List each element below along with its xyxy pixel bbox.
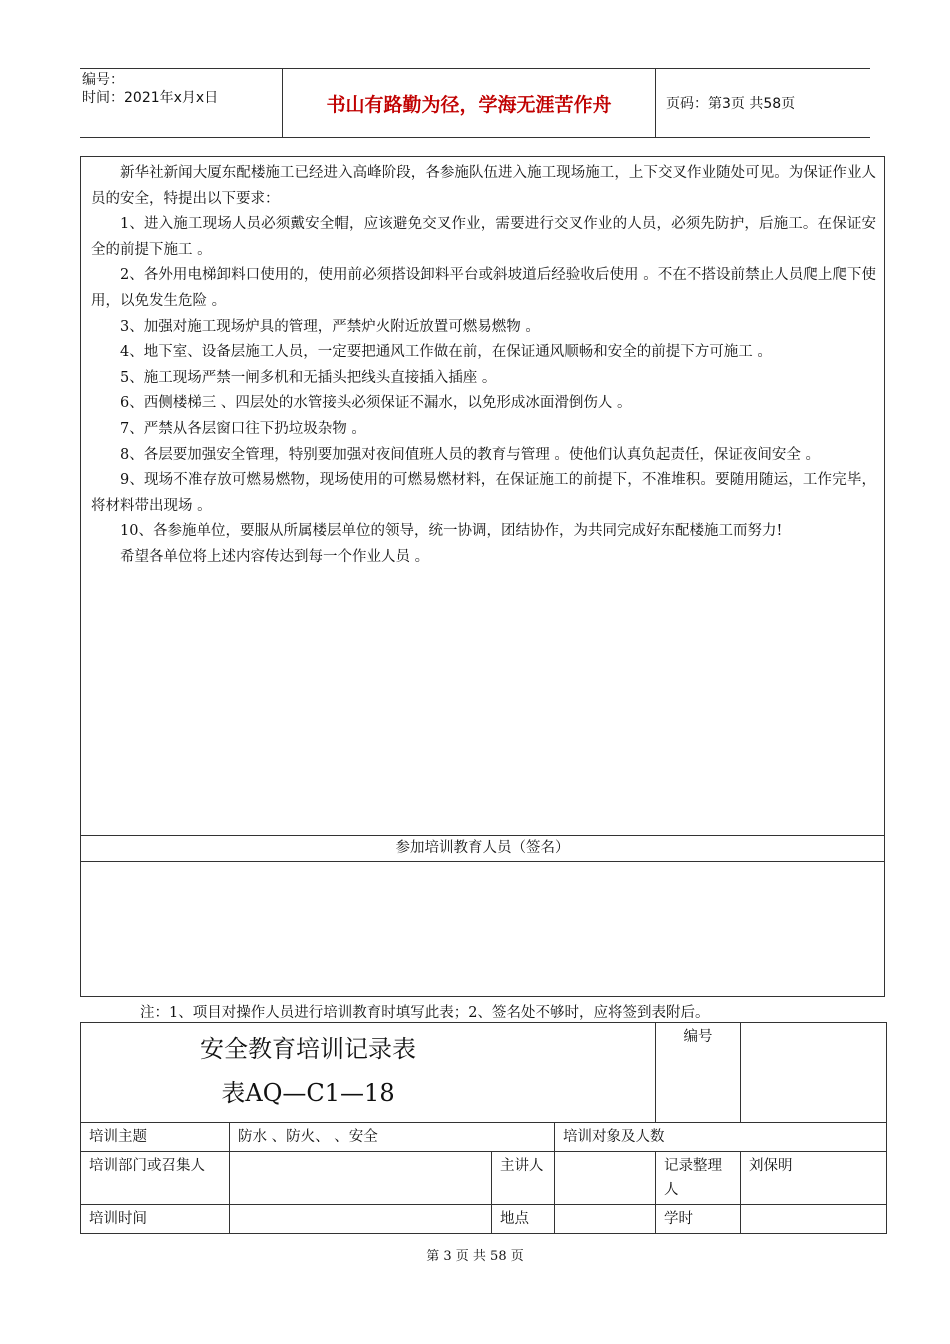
- notice-paragraph: 新华社新闻大厦东配楼施工已经进入高峰阶段，各参施队伍进入施工现场施工，上下交叉作业随处可见。为保证作业人员的安全，特提出以下要求：: [91, 165, 876, 207]
- notice-paragraph: 9、现场不准存放可燃易燃物，现场使用的可燃易燃材料，在保证施工的前提下，不准堆积。要随用随运，工作完毕，将材料带出现场 。: [91, 472, 876, 514]
- motto: 书山有路勤为径，学海无涯苦作舟: [282, 69, 656, 137]
- notice-paragraph: 5、施工现场严禁一闸多机和无插头把线头直接插入插座 。: [120, 369, 497, 386]
- notice-paragraph: 2、各外用电梯卸料口使用的，使用前必须搭设卸料平台或斜坡道后经验收后使用 。不在不搭设前禁止人员爬上爬下使用，以免发生危险 。: [91, 267, 876, 309]
- topic-label: 培训主题: [81, 1123, 230, 1152]
- hours-value[interactable]: [741, 1205, 887, 1234]
- place-label: 地点: [492, 1205, 555, 1234]
- time-label: 时间：2021年x月x日: [82, 90, 219, 106]
- training-record-table: [80, 1022, 887, 1234]
- code-value-cell[interactable]: [741, 1023, 887, 1123]
- record-title: 安全教育培训记录表: [200, 1035, 416, 1063]
- signature-area[interactable]: [80, 861, 885, 997]
- code-label: 编号：: [82, 72, 124, 88]
- notice-paragraph: 3、加强对施工现场炉具的管理，严禁炉火附近放置可燃易燃物 。: [120, 318, 540, 335]
- notice-paragraph: 7、严禁从各层窗口往下扔垃圾杂物 。: [120, 420, 366, 437]
- notice-paragraph: 6、西侧楼梯三 、四层处的水管接头必须保证不漏水，以免形成冰面滑倒伤人 。: [120, 395, 632, 412]
- dept-label: 培训部门或召集人: [81, 1152, 230, 1205]
- page-header: [80, 68, 870, 138]
- dept-value[interactable]: [230, 1152, 492, 1205]
- record-subtitle: 表AQ—C1—18: [221, 1079, 395, 1107]
- signature-title: 参加培训教育人员（签名）: [80, 835, 885, 862]
- hours-label: 学时: [656, 1205, 741, 1234]
- time-value[interactable]: [230, 1205, 492, 1234]
- notice-paragraph: 4、地下室、设备层施工人员，一定要把通风工作做在前，在保证通风顺畅和安全的前提下方可施工 。: [120, 344, 772, 361]
- page-indicator: 页码：第3页 共58页: [666, 96, 796, 112]
- notice-content: [80, 156, 885, 836]
- audience-label: 培训对象及人数: [555, 1123, 887, 1152]
- form-note: 注：1、项目对操作人员进行培训教育时填写此表；2、签名处不够时，应将签到表附后。: [140, 1005, 710, 1021]
- notice-paragraph: 1、进入施工现场人员必须戴安全帽，应该避免交叉作业，需要进行交叉作业的人员，必须先防护，后施工。在保证安全的前提下施工 。: [91, 216, 876, 258]
- header-meta: [82, 71, 282, 107]
- lecturer-label: 主讲人: [492, 1152, 555, 1205]
- code-label-cell: 编号: [656, 1023, 741, 1123]
- place-value[interactable]: [555, 1205, 656, 1234]
- recorder-label: 记录整理人: [656, 1152, 741, 1205]
- lecturer-value[interactable]: [555, 1152, 656, 1205]
- page-footer: 第 3 页 共 58 页: [426, 1249, 524, 1264]
- notice-paragraph: 希望各单位将上述内容传达到每一个作业人员 。: [120, 548, 430, 565]
- record-title-cell: [81, 1023, 656, 1123]
- notice-paragraph: 8、各层要加强安全管理，特别要加强对夜间值班人员的教育与管理 。使他们认真负起责任，保证夜间安全 。: [120, 446, 820, 463]
- time-label-cell: 培训时间: [81, 1205, 230, 1234]
- notice-paragraph: 10、各参施单位，要服从所属楼层单位的领导，统一协调，团结协作，为共同完成好东配楼施工而努力!: [120, 523, 783, 540]
- topic-value[interactable]: 防水 、防火、 、安全: [230, 1123, 555, 1152]
- recorder-value[interactable]: 刘保明: [741, 1152, 887, 1205]
